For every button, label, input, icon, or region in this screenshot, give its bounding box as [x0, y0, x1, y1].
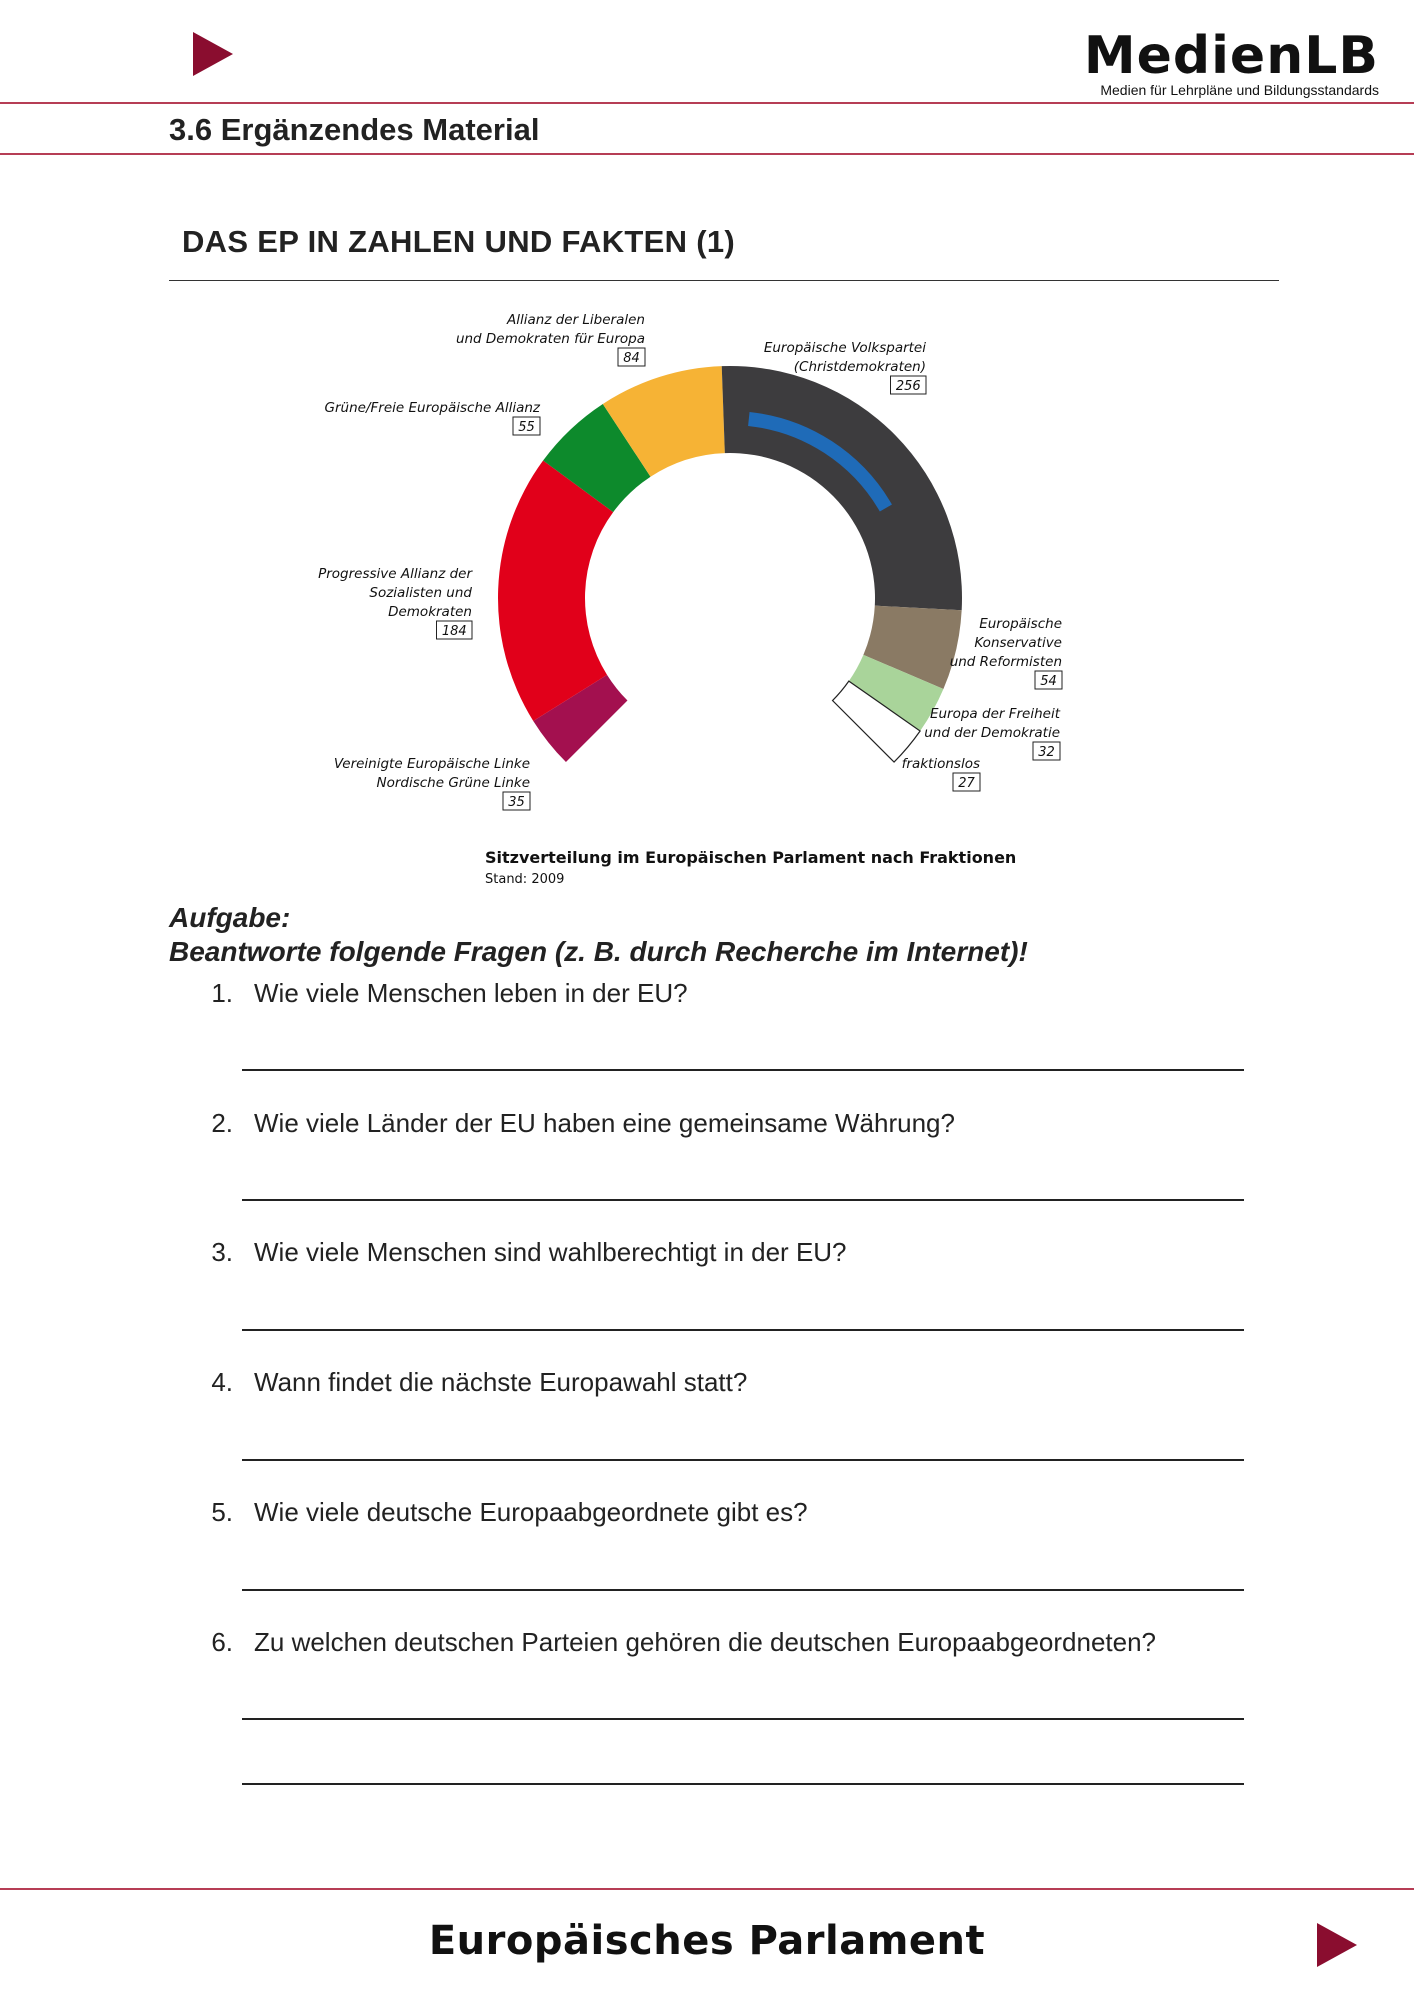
slice-value-label: 84 — [623, 351, 640, 366]
slice-value-label: 54 — [1040, 674, 1057, 689]
page-title: DAS EP IN ZAHLEN UND FAKTEN (1) — [182, 224, 735, 259]
title-underline — [169, 280, 1279, 281]
slice-value-label: 55 — [518, 420, 535, 435]
slice-label: Konservative — [974, 635, 1062, 651]
question-text: Wann findet die nächste Europawahl statt? — [254, 1367, 748, 1397]
chart-subcaption: Stand: 2009 — [485, 872, 565, 887]
logo-title: MedienLB — [1083, 26, 1379, 86]
slice-label: Allianz der Liberalen — [507, 312, 645, 328]
slice-label: und der Demokratie — [924, 725, 1060, 741]
seat-distribution-chart — [0, 290, 1414, 890]
question-text: Zu welchen deutschen Parteien gehören die deutschen Europaabgeordneten? — [254, 1627, 1157, 1657]
question-text: Wie viele Menschen sind wahlberechtigt in der EU? — [254, 1237, 847, 1267]
slice-label: Europäische Volkspartei — [763, 340, 926, 356]
section-title: 3.6 Ergänzendes Material — [169, 112, 540, 147]
question-number: 3. — [211, 1237, 233, 1267]
question-number: 2. — [211, 1108, 233, 1138]
slice-label: Vereinigte Europäische Linke — [333, 756, 530, 772]
footer-rule — [0, 1888, 1414, 1890]
play-arrow-icon[interactable] — [193, 32, 233, 76]
slice-label: Demokraten — [388, 604, 472, 620]
answer-line[interactable] — [242, 1199, 1244, 1201]
next-arrow-icon[interactable] — [1317, 1923, 1357, 1967]
slice-label: Grüne/Freie Europäische Allianz — [324, 400, 540, 416]
question-text: Wie viele deutsche Europaabgeordnete gibt es? — [254, 1497, 808, 1527]
slice-label: und Demokraten für Europa — [455, 331, 645, 347]
answer-line[interactable] — [242, 1589, 1244, 1591]
slice-label: Progressive Allianz der — [318, 566, 472, 582]
slice-label: (Christdemokraten) — [793, 359, 926, 375]
question-text: Wie viele Menschen leben in der EU? — [254, 978, 688, 1008]
header-rule-top — [0, 102, 1414, 104]
slice-label: Sozialisten und — [369, 585, 472, 601]
task-heading: Aufgabe: — [169, 902, 291, 933]
header-rule-bottom — [0, 153, 1414, 155]
answer-line[interactable] — [242, 1329, 1244, 1331]
answer-line[interactable] — [242, 1459, 1244, 1461]
question-text: Wie viele Länder der EU haben eine gemeinsame Währung? — [254, 1108, 955, 1138]
slice-value-label: 256 — [895, 379, 921, 394]
logo-subtitle: Medien für Lehrpläne und Bildungsstandards — [1100, 82, 1379, 98]
answer-line[interactable] — [242, 1783, 1244, 1785]
slice-value-label: 184 — [441, 624, 467, 639]
slice-label: und Reformisten — [949, 654, 1062, 670]
question-number: 1. — [211, 978, 233, 1008]
chart-slices — [498, 366, 962, 762]
answer-line[interactable] — [242, 1718, 1244, 1720]
slice-value-label: 27 — [958, 776, 975, 791]
slice-label: Europa der Freiheit — [929, 706, 1060, 722]
slice-value-label: 35 — [508, 795, 525, 810]
logo — [1083, 26, 1379, 98]
chart-caption: Sitzverteilung im Europäischen Parlament nach Fraktionen — [485, 848, 1017, 867]
slice-label: Nordische Grüne Linke — [376, 775, 530, 791]
question-number: 6. — [211, 1627, 233, 1657]
slice-label: fraktionslos — [901, 756, 980, 772]
chart-slice — [722, 366, 962, 610]
question-number: 4. — [211, 1367, 233, 1397]
slice-label: Europäische — [979, 616, 1062, 632]
footer-title: Europäisches Parlament — [428, 1918, 986, 1964]
answer-line[interactable] — [242, 1069, 1244, 1071]
question-number: 5. — [211, 1497, 233, 1527]
task-instruction: Beantworte folgende Fragen (z. B. durch Recherche im Internet)! — [169, 936, 1028, 967]
slice-value-label: 32 — [1038, 745, 1055, 760]
